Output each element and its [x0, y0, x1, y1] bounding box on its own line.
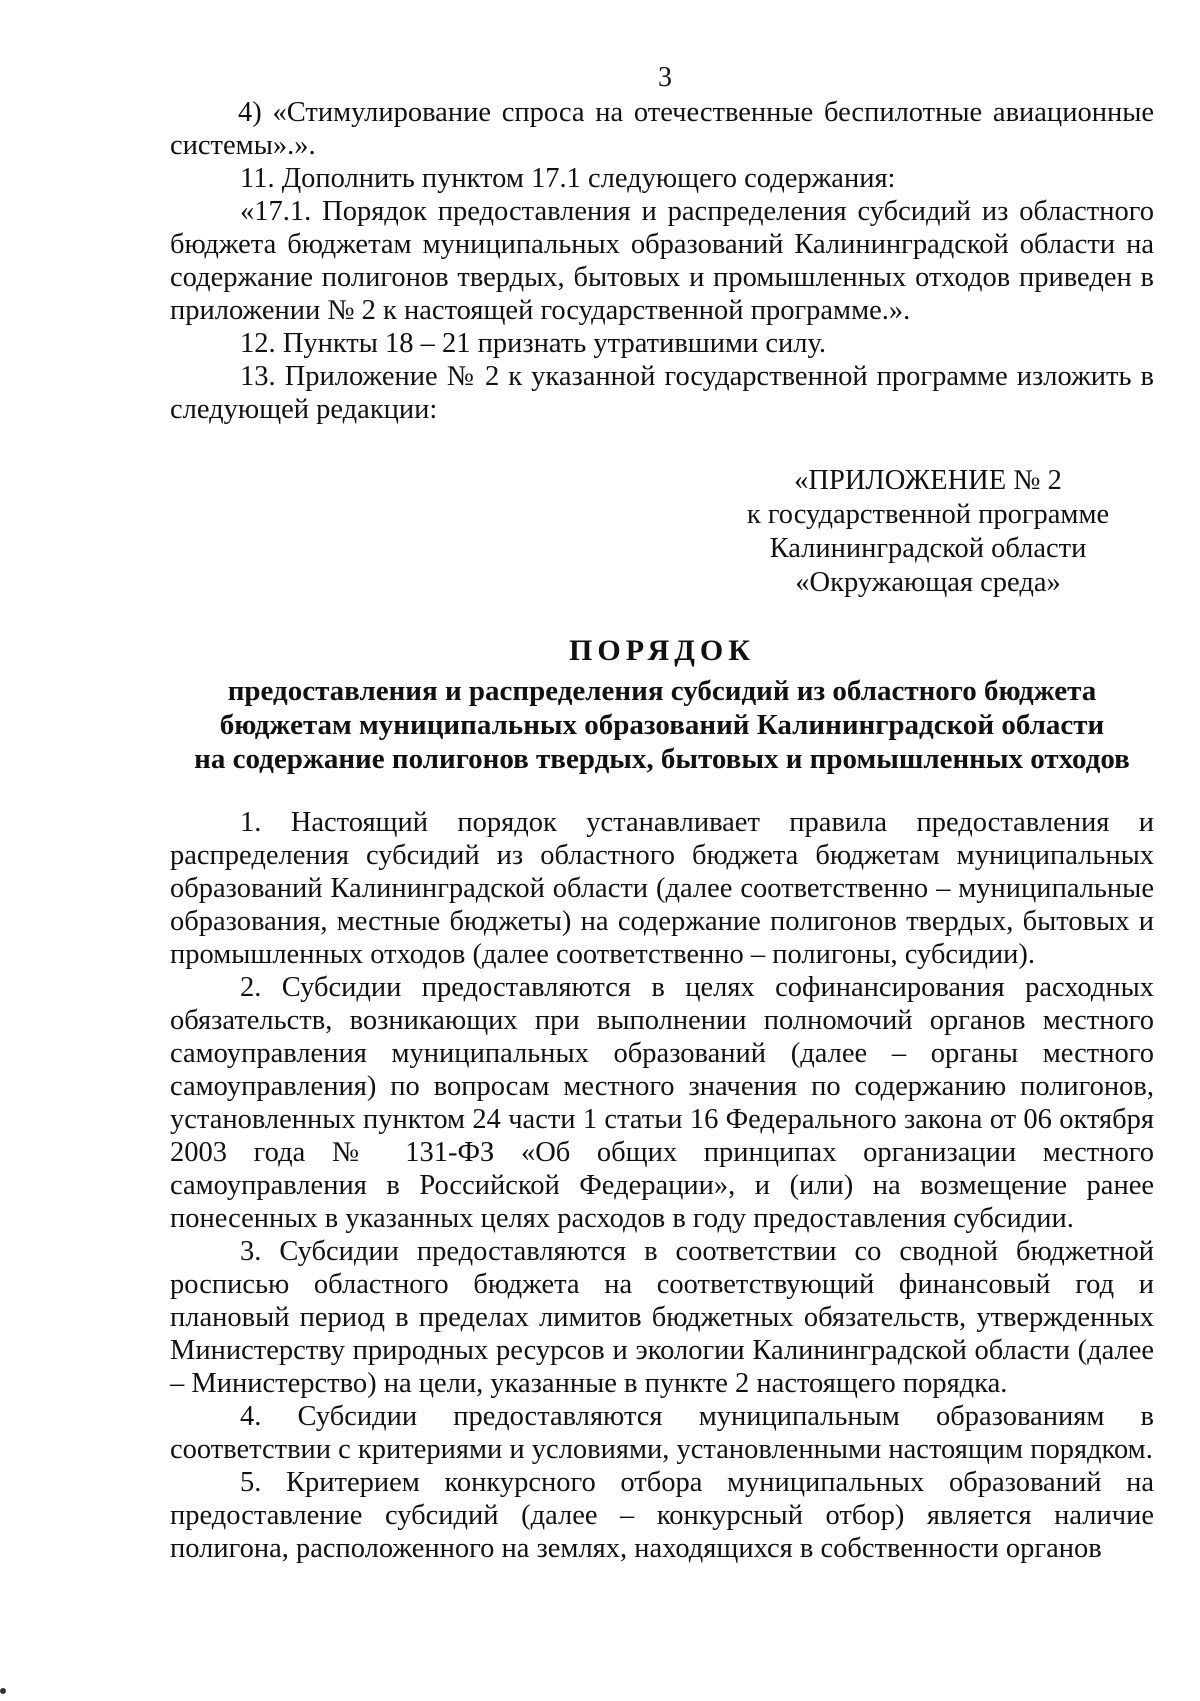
appendix-line: Калининградской области: [769, 533, 1087, 564]
rule-paragraph-2: 2. Субсидии предоставляются в целях софинансирования расходных обязательств, возникающих при выполнении полномочий органов местного самоуправления муниципальных образований (далее – органы местного самоуправления) по вопросам местного значения по содержанию полигонов, установленных пунктом 24 части 1 статьи 16 Федерального закона от 06 октября 2003 года № 131-ФЗ «Об общих принципах организации местного самоуправления в Российской Федерации», и (или) на возмещение ранее понесенных в указанных целях расходов в году предоставления субсидии.: [170, 972, 1154, 1234]
scan-mark: [0, 1688, 6, 1694]
amendment-text: [170, 96, 1154, 426]
title-line: предоставления и распределения субсидий из областного бюджета: [227, 675, 1097, 707]
page-number: 3: [658, 62, 672, 93]
title-heading: ПОРЯДОК: [569, 634, 755, 667]
paragraph-item-17-1: «17.1. Порядок предоставления и распределения субсидий из областного бюджета бюджетам муниципальных образований Калининградской области на содержание полигонов твердых, бытовых и промышленных отходов приведен в приложении № 2 к настоящей государственной программе.».: [170, 196, 1154, 326]
paragraph-item-4: 4) «Стимулирование спроса на отечественные беспилотные авиационные системы».».: [170, 97, 1154, 161]
appendix-line: «ПРИЛОЖЕНИЕ № 2: [794, 465, 1062, 496]
rule-paragraph-1: 1. Настоящий порядок устанавливает правила предоставления и распределения субсидий из областного бюджета бюджетам муниципальных образований Калининградской области (далее соответственно – муниципальные образования, местные бюджеты) на содержание полигонов твердых, бытовых и промышленных отходов (далее соответственно – полигоны, субсидии).: [170, 807, 1154, 970]
document-title: [170, 634, 1154, 776]
rule-paragraph-3: 3. Субсидии предоставляются в соответствии со сводной бюджетной росписью областного бюджета на соответствующий финансовый год и плановый период в пределах лимитов бюджетных обязательств, утвержденных Министерству природных ресурсов и экологии Калининградской области (далее – Министерство) на цели, указанные в пункте 2 настоящего порядка.: [170, 1236, 1154, 1399]
rules-text: [170, 806, 1154, 1565]
paragraph-item-13: 13. Приложение № 2 к указанной государственной программе изложить в следующей редакции:: [170, 361, 1154, 425]
rule-paragraph-5: 5. Критерием конкурсного отбора муниципальных образований на предоставление субсидий (далее – конкурсный отбор) является наличие полигона, расположенного на землях, находящихся в собственности органов: [170, 1467, 1154, 1564]
appendix-line: «Окружающая среда»: [795, 567, 1061, 598]
paragraph-item-11: 11. Дополнить пунктом 17.1 следующего содержания:: [240, 163, 896, 194]
appendix-line: к государственной программе: [746, 499, 1110, 530]
paragraph-item-12: 12. Пункты 18 – 21 признать утратившими силу.: [240, 328, 827, 359]
rule-paragraph-4: 4. Субсидии предоставляются муниципальным образованиям в соответствии с критериями и условиями, установленными настоящим порядком.: [170, 1401, 1154, 1465]
appendix-header: [700, 464, 1156, 600]
title-line: бюджетам муниципальных образований Калининградской области: [219, 709, 1105, 741]
title-line: на содержание полигонов твердых, бытовых и промышленных отходов: [194, 743, 1130, 775]
